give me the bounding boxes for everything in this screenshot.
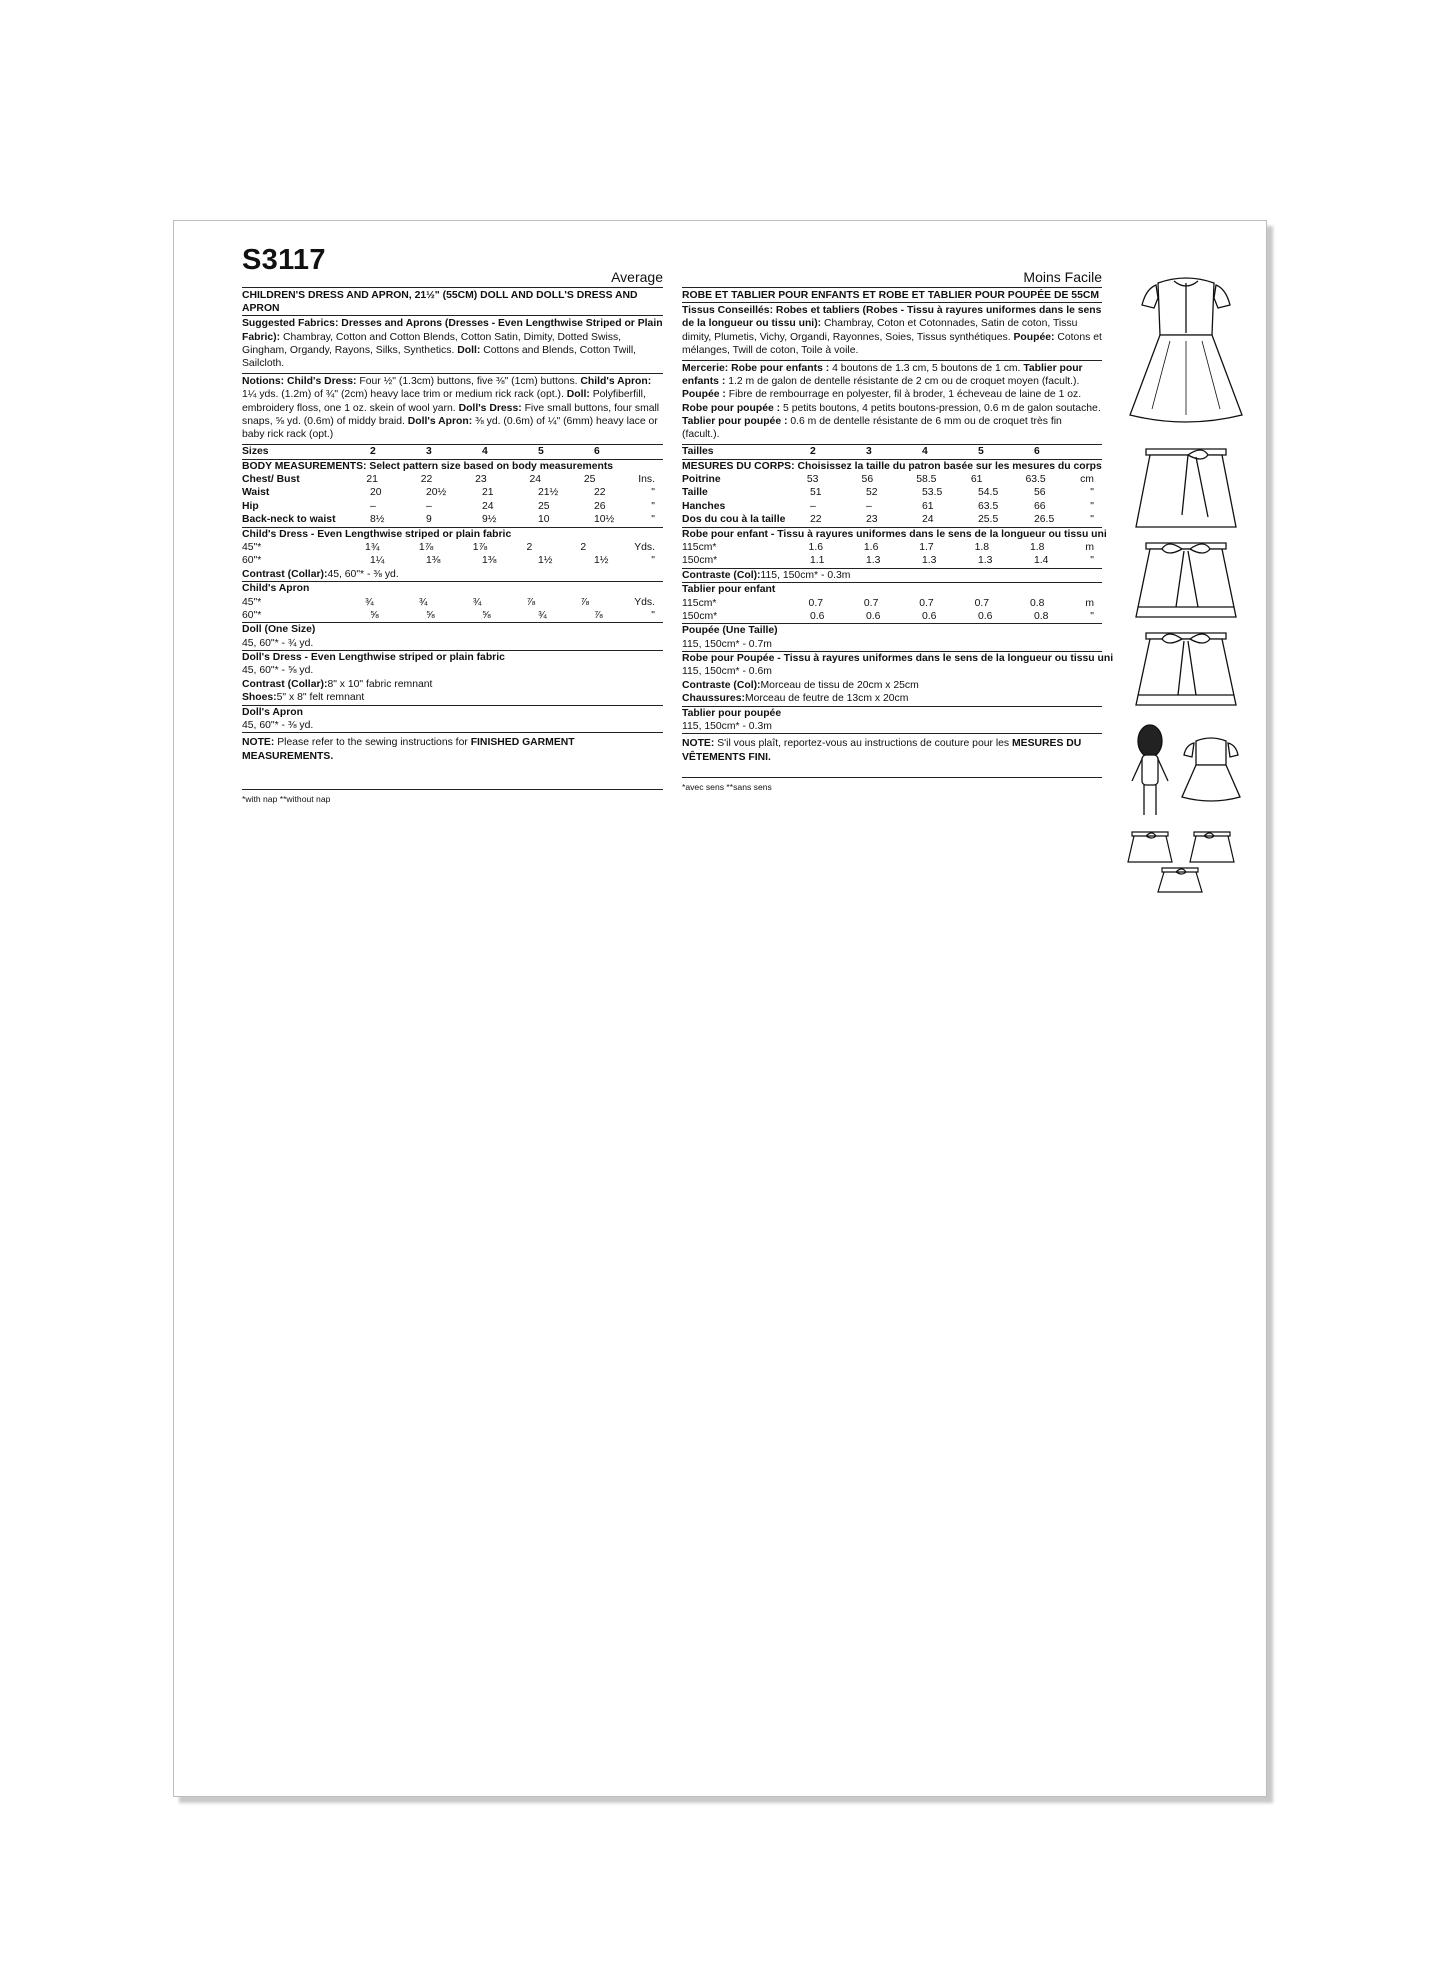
shoes: Shoes: 5" x 8" felt remnant (242, 692, 365, 704)
suggested-fabrics-fr: Tissus Conseillés: Robes et tabliers (Robes - Tissu à rayures uniformes dans le sens de la longueur ou tissu uni): Chambray, Coton et Cotonnades, Satin de coton, Tissu dimity, Plumetis, Vichy, Organdi, Rayonnes, Soies, Tissus synthétiques. Poupée: Cotons et mélanges, Twill de coton, Toile à voile. (682, 302, 1102, 360)
table-row: 150cm* 1.1 1.3 1.3 1.3 1.4 " (682, 555, 1094, 567)
shoes-fr: Chaussures: Morceau de feutre de 13cm x 20cm (682, 693, 909, 705)
pattern-envelope-back (173, 220, 1267, 1797)
dolls-apron-illustrations (1124, 826, 1254, 896)
doll-yardage: 45, 60"* - ¾ yd. (242, 637, 314, 649)
table-row: Waist 20 20½ 21 21½ 22 " (242, 487, 655, 499)
doll-yardage-fr: 115, 150cm* - 0.7m (682, 638, 772, 650)
childs-apron-heading-fr: Tablier pour enfant (682, 582, 1102, 596)
dolls-dress-contrast: Contrast (Collar): 8" x 10" fabric remnant (242, 678, 433, 690)
table-row: 60"* 1¼ 1⅜ 1⅜ 1½ 1½ " (242, 555, 655, 567)
table-row: Poitrine 53 56 58.5 61 63.5 cm (682, 474, 1094, 486)
dress-contrast: Contrast (Collar): 45, 60"* - ⅜ yd. (242, 568, 399, 580)
dress-contrast-fr: Contraste (Col): 115, 150cm* - 0.3m (682, 568, 1102, 582)
table-row: 150cm* 0.6 0.6 0.6 0.6 0.8 " (682, 610, 1094, 622)
dolls-dress-yardage-fr: 115, 150cm* - 0.6m (682, 666, 772, 678)
sizes-row: Sizes 2 3 4 5 6 (242, 444, 663, 458)
table-row: 115cm* 1.6 1.6 1.7 1.8 1.8 m (682, 541, 1094, 553)
dolls-dress-heading: Doll's Dress - Even Lengthwise striped or plain fabric (242, 650, 663, 664)
sizes-row-fr: Tailles 2 3 4 5 6 (682, 444, 1102, 458)
doll-illustration (1132, 725, 1168, 815)
childs-apron-front-illustration (1136, 449, 1236, 527)
table-row: Chest/ Bust 21 22 23 24 25 Ins. (242, 474, 656, 486)
body-measurements-heading-fr: MESURES DU CORPS: Choisissez la taille du patron basée sur les mesures du corps (682, 460, 1102, 472)
pattern-number: S3117 (242, 244, 326, 276)
doll-heading: Doll (One Size) (242, 622, 663, 636)
dolls-apron-yardage-fr: 115, 150cm* - 0.3m (682, 721, 772, 733)
childs-dress-illustration (1130, 278, 1242, 422)
difficulty-level-fr: Moins Facile (1023, 269, 1102, 285)
childs-apron-variant-illustration (1136, 633, 1236, 705)
table-row: Taille 51 52 53.5 54.5 56 " (682, 487, 1094, 499)
table-row: 45"* ¾ ¾ ¾ ⅞ ⅞ Yds. (242, 596, 655, 608)
dolls-apron-yardage: 45, 60"* - ⅜ yd. (242, 720, 314, 732)
note-fr: NOTE: S'il vous plaît, reportez-vous au instructions de couture pour les MESURES DU VÊTEMENTS FINI. (682, 733, 1102, 763)
table-row: Back-neck to waist 8½ 9 9½ 10 10½ " (242, 514, 655, 526)
notions: Notions: Child's Dress: Four ½" (1.3cm) buttons, five ⅜" (1cm) buttons. Child's Apron: 1¼ yds. (1.2m) of ¾" (2cm) heavy lace trim or medium rick rack (opt.). Doll: Polyfiberfill, embroidery floss, one 1 oz. skein of wool yarn. Doll's Dress: Five small buttons, four small snaps, ⅝ yd. (0.6m) of middy braid. Doll's Apron: ⅜ yd. (0.6m) of ¼" (6mm) heavy lace or baby rick rack (opt.) (242, 373, 663, 444)
notions-fr: Mercerie: Robe pour enfants : 4 boutons de 1.3 cm, 5 boutons de 1 cm. Tablier pour enfants : 1.2 m de galon de dentelle résistante de 2 cm ou de croquet moyen (facult.). Poupée : Fibre de rembourrage en polyester, fil à broder, 1 écheveau de laine de 1 oz. Robe pour poupée : 5 petits boutons, 4 petits boutons-pression, 0.6 m de galon soutache. Tablier pour poupée : 0.6 m de dentelle résistante de 6 mm ou de croquet très fin (facult.). (682, 360, 1102, 444)
difficulty-level: Average (611, 269, 663, 285)
childs-apron-back-illustration (1136, 543, 1236, 617)
childs-dress-heading-fr: Robe pour enfant - Tissu à rayures uniformes dans le sens de la longueur ou tissu uni (682, 528, 1107, 540)
garment-illustrations (1116, 261, 1256, 821)
pattern-title: CHILDREN'S DRESS AND APRON, 21½" (55CM) DOLL AND DOLL'S DRESS AND APRON (242, 287, 663, 315)
dolls-dress-illustration (1182, 738, 1240, 801)
body-measurements-heading: BODY MEASUREMENTS: Select pattern size based on body measurements (242, 459, 663, 473)
childs-dress-heading: Child's Dress - Even Lengthwise striped or plain fabric (242, 527, 663, 541)
dolls-dress-yardage: 45, 60"* - ⅝ yd. (242, 665, 314, 677)
dolls-dress-contrast-fr: Contraste (Col): Morceau de tissu de 20cm x 25cm (682, 679, 919, 691)
english-header (242, 244, 663, 285)
dolls-dress-heading-fr: Robe pour Poupée - Tissu à rayures uniformes dans le sens de la longueur ou tissu uni (682, 653, 1114, 665)
table-row: Hanches – – 61 63.5 66 " (682, 500, 1094, 512)
table-row: Dos du cou à la taille 22 23 24 25.5 26.5 " (682, 514, 1094, 526)
footnote: *with nap **without nap (242, 789, 663, 806)
dolls-apron-heading-fr: Tablier pour poupée (682, 706, 1102, 720)
childs-apron-heading: Child's Apron (242, 581, 663, 595)
table-row: 45"* 1¾ 1⅞ 1⅞ 2 2 Yds. (242, 541, 655, 553)
table-row: 60"* ⅝ ⅝ ⅝ ¾ ⅞ " (242, 609, 655, 621)
table-row: 115cm* 0.7 0.7 0.7 0.7 0.8 m (682, 597, 1094, 609)
french-header (682, 253, 1102, 285)
doll-heading-fr: Poupée (Une Taille) (682, 623, 1102, 637)
suggested-fabrics: Suggested Fabrics: Dresses and Aprons (Dresses - Even Lengthwise Striped or Plain Fabric): Chambray, Cotton and Cotton Blends, Cotton Satin, Dimity, Dotted Swiss, Gingham, Organdy, Rayons, Silks, Synthetics. Doll: Cottons and Blends, Cotton Twill, Sailcloth. (242, 315, 663, 373)
note: NOTE: Please refer to the sewing instructions for FINISHED GARMENT MEASUREMENTS. (242, 732, 663, 762)
footnote-fr: *avec sens **sans sens (682, 777, 1102, 794)
dolls-apron-heading: Doll's Apron (242, 705, 663, 719)
pattern-title-fr: ROBE ET TABLIER POUR ENFANTS ET ROBE ET TABLIER POUR POUPÉE DE 55CM (682, 287, 1102, 302)
table-row: Hip – – 24 25 26 " (242, 500, 655, 512)
